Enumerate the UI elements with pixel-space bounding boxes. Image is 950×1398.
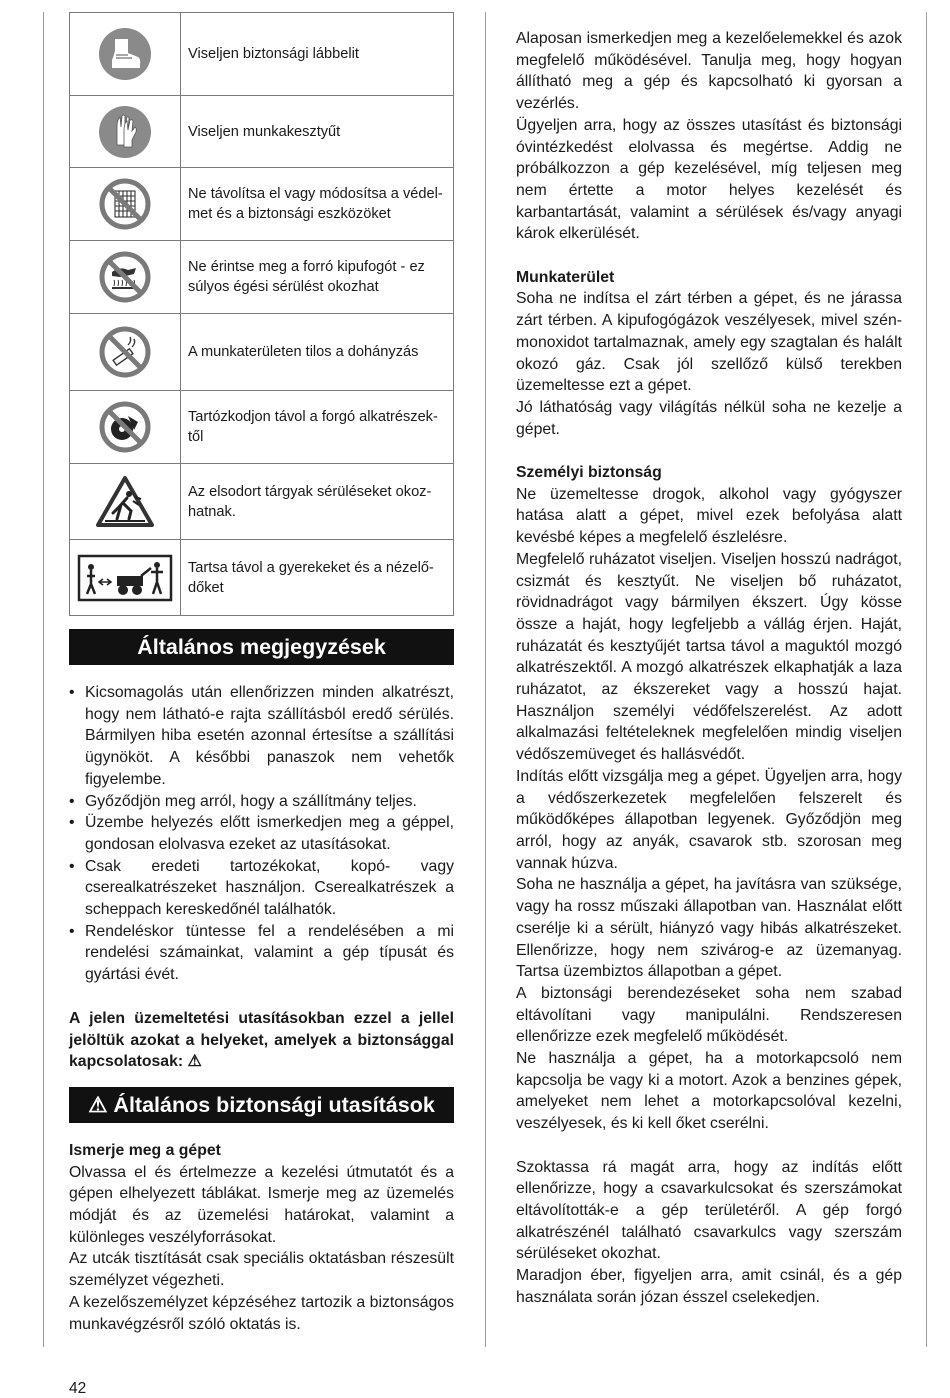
list-item: • Rendeléskor tüntesse fel a rendelésében a mi rendelési számainkat, valamint a gép típusát és gyártási évét. (69, 921, 454, 986)
symbol-row (70, 13, 454, 96)
symbol-row (70, 540, 454, 616)
paragraph: Ne üzemeltesse drogok, alkohol vagy gyógyszer hatása alatt a gépet, mivel ezek befolyása alatt kevésbé képes a megfelelő észlelésre. (516, 485, 902, 547)
paragraph: A kezelőszemélyzet képzéséhez tartozik a biztonságos munkavégzésről szóló oktatás is. (69, 1293, 454, 1333)
symbol-text: Tartózkodjon távol a forgó alkatrészek- től (181, 391, 454, 464)
symbol-text: Ne távolítsa el vagy módosítsa a védel- met és a biztonsági eszközöket (181, 168, 454, 241)
section-heading: Munkaterület (516, 268, 615, 286)
safety-instructions-heading: ⚠ Általános biztonsági utasítások (69, 1087, 454, 1123)
list-item: • Csak eredeti tartozékokat, kopó- vagy cserealkatrészeket használjon. Cserealkatrészek a scheppach kereskedőnél találhatók. (69, 856, 454, 921)
symbol-row (70, 391, 454, 464)
know-machine-section (69, 1140, 454, 1335)
left-column (69, 12, 454, 1335)
rotating-parts-icon (70, 391, 181, 464)
left-margin-rule (43, 12, 44, 1347)
symbol-text: Ne érintse meg a forró kipufogót - ez súlyos égési sérülést okozhat (181, 241, 454, 314)
symbol-row (70, 168, 454, 241)
symbol-row (70, 241, 454, 314)
list-item: • Üzembe helyezés előtt ismerkedjen meg a géppel, gondosan elolvasva ezeket az utasításokat. (69, 812, 454, 855)
symbol-text: A munkaterületen tilos a dohányzás (181, 314, 454, 391)
paragraph: Ügyeljen arra, hogy az összes utasítást és biztonsági óvintézkedést elolvassa és megértse. Addig ne próbálkozzon a gép kezelésével, míg teljesen meg nem értette a motor helyes kezelését és karbantartását, valamint a sérülések és/vagy anyagi károk elkerülését. (516, 116, 902, 243)
general-notes-list (69, 682, 454, 986)
thrown-objects-warning-icon (70, 464, 181, 540)
paragraph: Olvassa el és értelmezze a kezelési útmutatót és a gépen elhelyezett táblákat. Ismerje meg az üzemelés módját és az üzemelési határokat, valamint a különleges veszélyforrásokat. (69, 1163, 454, 1246)
paragraph: Ne használja a gépet, ha a motorkapcsoló nem kapcsolja be vagy ki a motort. Azok a benzines gépek, amelyeket nem lehet a motorkapcsolóval kezelni, veszélyesek, és ki kell őket cserélni. (516, 1050, 902, 1133)
list-item: • Kicsomagolás után ellenőrizzen minden alkatrészt, hogy nem látható-e rajta szállításból eredő sérülés. Bármilyen hiba esetén azonnal értesítse a szállítási ügynököt. A későbbi panaszok nem vehetők figyelembe. (69, 682, 454, 791)
keep-bystanders-away-icon (70, 540, 181, 616)
no-smoking-icon (70, 314, 181, 391)
paragraph: Soha ne indítsa el zárt térben a gépet, és ne járassa zárt térben. A kipufogógázok veszélyesek, mivel szén-monoxidot tartalmaznak, amely egy szagtalan és halált okozó gáz. Csak jól szellőző külső terekben üzemeltesse ezt a gépet. (516, 290, 902, 395)
paragraph: Az utcák tisztítását csak speciális oktatásban részesült személyzet végezheti. (69, 1250, 454, 1290)
paragraph: Maradjon éber, figyeljen arra, amit csinál, és a gép használata során józan ésszel cselekedjen. (516, 1267, 902, 1306)
paragraph: Soha ne használja a gépet, ha javításra van szüksége, vagy ha rossz műszaki állapotban van. Használat előtt cserélje ki a sérült, hiányzó vagy hibás alkatrészeket. Ellenőrizze, hogy nem szivárog-e az üzemanyag. Tartsa üzembiztos állapotban a gépet. (516, 876, 902, 981)
symbol-text: Viseljen biztonsági lábbelit (181, 13, 454, 96)
general-notes-heading: Általános megjegyzések (69, 629, 454, 665)
right-column (516, 28, 902, 1308)
no-guard-removal-icon (70, 168, 181, 241)
list-item: • Győződjön meg arról, hogy a szállítmány teljes. (69, 791, 454, 813)
safety-symbols-table (69, 12, 454, 616)
paragraph: A biztonsági berendezéseket soha nem szabad eltávolítani vagy manipulálni. Rendszeresen ellenőrizze ezek megfelelő működését. (516, 984, 902, 1046)
paragraph: Szoktassa rá magát arra, hogy az indítás előtt ellenőrizze, hogy a csavarkulcsokat és szerszámokat eltávolították-e a gép területéről. A gép forgó alkatrészénél található csavarkulcs vagy szerszám sérüléseket okozhat. (516, 1158, 902, 1263)
safety-boot-icon (70, 13, 181, 96)
symbol-row (70, 314, 454, 391)
symbol-row (70, 464, 454, 540)
symbol-text: Az elsodort tárgyak sérüléseket okoz- hatnak. (181, 464, 454, 540)
symbol-text: Tartsa távol a gyerekeket és a nézelő- dőket (181, 540, 454, 616)
section-heading: Személyi biztonság (516, 464, 662, 482)
section-heading: Ismerje meg a gépet (69, 1141, 221, 1159)
work-gloves-icon (70, 96, 181, 168)
paragraph: Megfelelő ruházatot viseljen. Viseljen hosszú nadrágot, csizmát és kesztyűt. Ne viseljen bő ruházatot, rövidnadrágot vagy bármilyen ékszert. Úgy kösse össze a haját, hogy legfeljebb a vállág érjen. Haját, ruházatát és kesztyűjét tartsa távol a maguktól mozgó alkatrészektől. A mozgó alkatrészek elkaphatják a laza ruházatot, az ékszereket vagy a hosszú hajat. Használjon személyi védőfelszerelést. Az adott alkalmazási feltételeknek megfelelően mindig viseljen védőszemüveget és hallásvédőt. (516, 550, 902, 764)
paragraph: Alaposan ismerkedjen meg a kezelőelemekkel és azok megfelelő működésével. Tanulja meg, hogy hogyan állítható meg a gép és kapcsolható ki gyorsan a vezérlés. (516, 30, 902, 113)
hot-surface-icon (70, 241, 181, 314)
right-margin-rule (926, 12, 927, 1347)
safety-marker-note: A jelen üzemeltetési utasításokban ezzel a jellel jelöltük azokat a helyeket, amelyek a biztonsággal kapcsolatosak: ⚠ (69, 1009, 454, 1071)
symbol-row (70, 96, 454, 168)
column-divider-rule (485, 12, 486, 1347)
page-number: 42 (69, 1380, 87, 1397)
symbol-text: Viseljen munkakesztyűt (181, 96, 454, 168)
paragraph: Indítás előtt vizsgálja meg a gépet. Ügyeljen arra, hogy a védőszerkezetek megfelelően felszerelt és működőképes állapotban legyenek. Győződjön meg arról, hogy az anyák, csavarok stb. szorosan meg vannak húzva. (516, 767, 902, 872)
paragraph: Jó láthatóság vagy világítás nélkül soha ne kezelje a gépet. (516, 398, 902, 438)
